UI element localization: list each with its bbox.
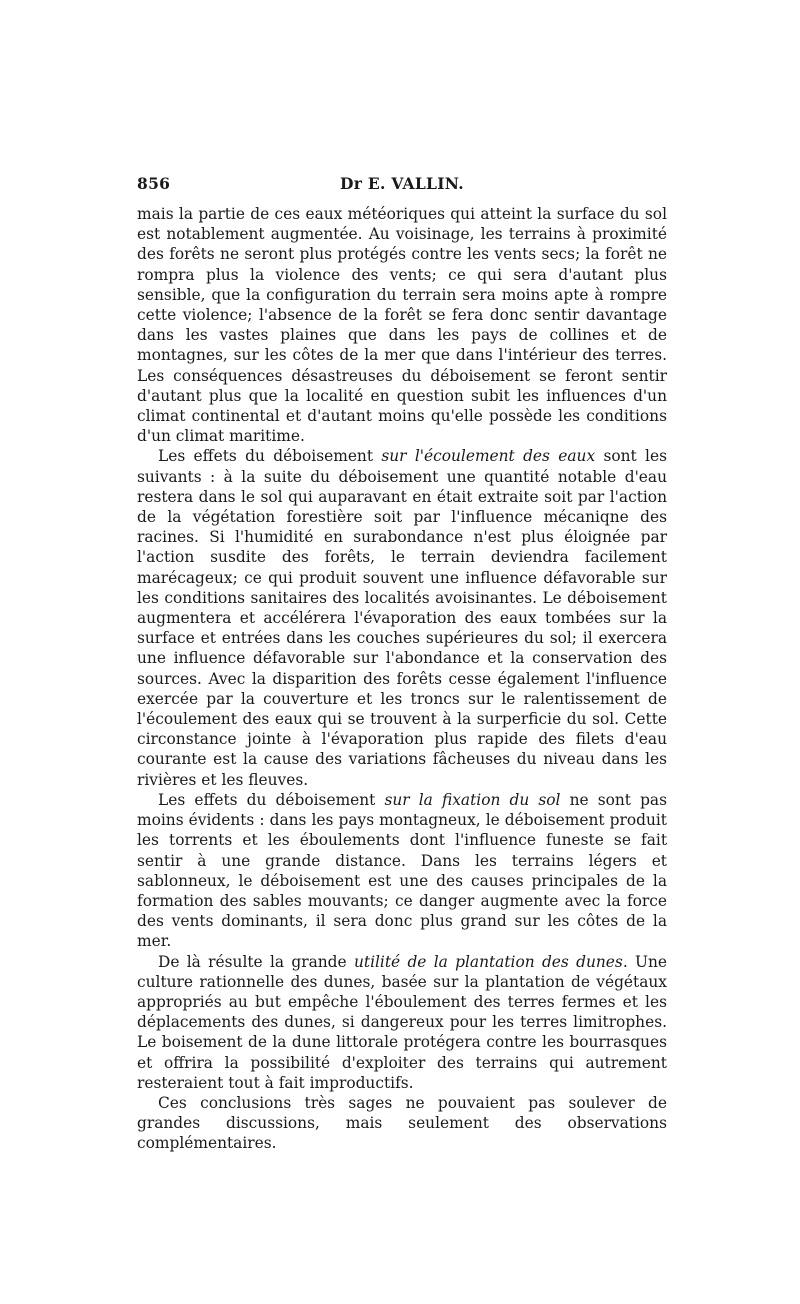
page-header [137, 174, 667, 198]
paragraph [137, 952, 667, 1093]
text-span: Les effets du déboisement [158, 790, 385, 809]
paragraph [137, 790, 667, 952]
italic-phrase: utilité de la plantation des dunes [353, 952, 623, 971]
paragraph [137, 446, 667, 789]
book-page [137, 174, 667, 1154]
paragraph [137, 1093, 667, 1154]
text-span: ne sont pas moins évidents : dans les pays montagneux, le déboisement produit les torrents et les éboulements dont l'influence funeste se fait sentir à une grande distance. Dans les terrains légers et sablonneux, le déboisement est une des causes principales de la formation des sables mouvants; ce danger augmente avec la force des vents dominants, il sera donc plus grand sur les côtes de la mer. [137, 790, 667, 951]
text-span: . Une culture rationnelle des dunes, basée sur la plantation de végétaux appropriés au but empêche l'éboulement des terres fermes et les déplacements des dunes, si dangereux pour les terres limitrophes. Le boisement de la dune littorale protégera contre les bourrasques et offrira la possibilité d'exploiter des terrains qui autrement resteraient tout à fait improductifs. [137, 952, 668, 1092]
text-span: De là résulte la grande [158, 952, 354, 971]
text-span: Les effets du déboisement [158, 447, 382, 466]
paragraph [137, 204, 667, 446]
text-span: mais la partie de ces eaux météoriques qui atteint la surface du sol est notablement augmentée. Au voisinage, les terrains à proximité des forêts ne seront plus protégés contre les vents secs; la forêt ne rompra plus la violence des vents; ce qui sera d'autant plus sensible, que la configuration du terrain sera moins apte à rompre cette violence; l'absence de la forêt se fera donc sentir davantage dans les vastes plaines que dans les pays de collines et de montagnes, sur les côtes de la mer que dans l'intérieur des terres. Les conséquences désastreuses du déboisement se feront sentir d'autant plus que la localité en question subit les influences d'un climat continental et d'autant moins qu'elle possède les conditions d'un climat maritime. [137, 205, 667, 446]
italic-phrase: sur l'écoulement des eaux [381, 447, 596, 466]
running-title: Dr E. VALLIN. [340, 174, 464, 193]
body-text [137, 204, 667, 1154]
page-number: 856 [137, 174, 171, 193]
text-span: Ces conclusions très sages ne pouvaient pas soulever de grandes discussions, mais seulement des observations complémentaires. [137, 1093, 667, 1153]
italic-phrase: sur la fixation du sol [384, 790, 561, 809]
text-span: sont les suivants : à la suite du déboisement une quantité notable d'eau restera dans le sol qui auparavant en était extraite soit par l'action de la végétation forestière soit par l'influence mécaniqne des racines. Si l'humidité en surabondance n'est plus éloignée par l'action susdite des forêts, le terrain deviendra facilement marécageux; ce qui produit souvent une influence défavorable sur les conditions sanitaires des localités avoisinantes. Le déboisement augmentera et accélérera l'évaporation des eaux tombées sur la surface et entrées dans les couches supérieures du sol; il exercera une influence défavorable sur l'abondance et la conservation des sources. Avec la disparition des forêts cesse également l'influence exercée par la couverture et les troncs sur le ralentissement de l'écoulement des eaux qui se trouvent à la surperficie du sol. Cette circonstance jointe à l'évaporation plus rapide des filets d'eau courante est la cause des variations fâcheuses du niveau dans les rivières et les fleuves. [137, 447, 667, 789]
